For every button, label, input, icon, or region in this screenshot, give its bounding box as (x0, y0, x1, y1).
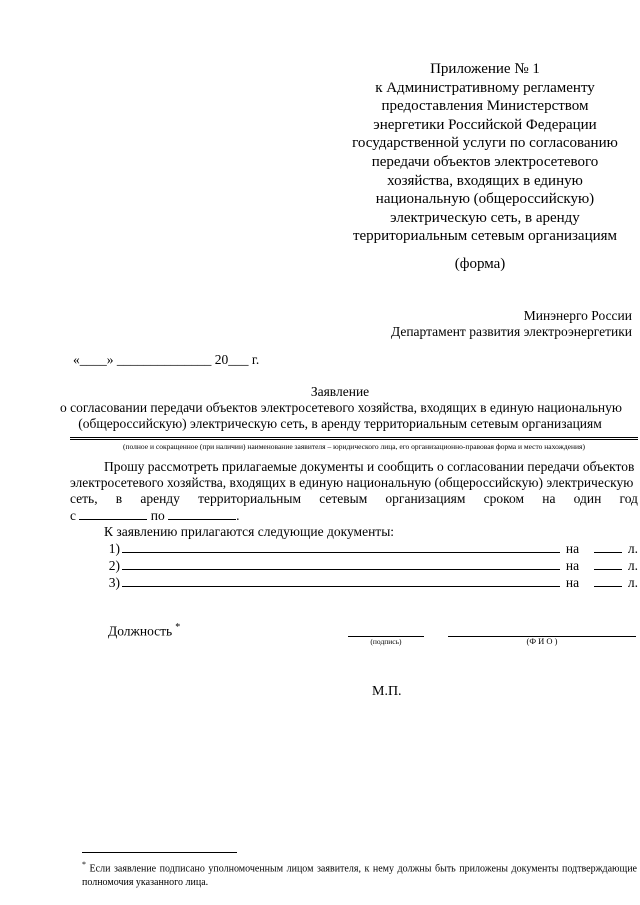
appendix-line: энергетики Российской Федерации (373, 116, 597, 133)
term-line (70, 507, 638, 524)
term-to-label: по (150, 508, 165, 523)
appendix-line: предоставления Министерством (381, 98, 589, 115)
request-line: Прошу рассмотреть прилагаемые документы и сообщить о согласовании передачи объектов (104, 459, 635, 474)
title-line: (общероссийскую) электрическую сеть, в аренду территориальным сетевым организациям (78, 416, 602, 431)
attachment-pages-field[interactable] (594, 574, 622, 587)
footnote-asterisk: * (82, 860, 86, 869)
request-word: год (619, 491, 638, 506)
title-line: о согласовании передачи объектов электросетевого хозяйства, входящих в единую национальную (60, 400, 622, 415)
applicant-name-underline (70, 439, 638, 440)
appendix-line: Приложение № 1 (430, 61, 540, 77)
request-word: сеть, (70, 491, 98, 506)
footnote-separator (82, 852, 237, 853)
request-body (70, 459, 638, 591)
footnote-marker: * (175, 622, 181, 633)
request-word: сетевым (319, 491, 368, 506)
request-word: территориальным (198, 491, 302, 506)
term-from-label: с (70, 508, 76, 523)
position-label (108, 622, 180, 640)
position-text: Должность (108, 623, 173, 639)
attachment-number: 2) (108, 558, 120, 573)
term-to-field[interactable] (168, 507, 236, 520)
attachment-name-field[interactable] (122, 557, 560, 570)
attachment-row (70, 574, 638, 591)
attachment-na-label: на (565, 558, 580, 573)
recipient-ministry: Минэнерго России (523, 308, 632, 323)
appendix-line: электрическую сеть, в аренду (390, 209, 580, 226)
request-word: аренду (140, 491, 180, 506)
attachments-label: К заявлению прилагаются следующие документы: (104, 524, 395, 539)
attachment-number: 3) (108, 575, 120, 590)
form-label: (форма) (454, 256, 506, 272)
recipient-block (391, 308, 632, 340)
attachment-pages-field[interactable] (594, 540, 622, 553)
attachment-unit: л. (627, 541, 638, 556)
attachment-name-field[interactable] (122, 540, 560, 553)
request-word: в (115, 491, 123, 506)
appendix-header (340, 60, 630, 246)
footnote-text: Если заявление подписано уполномоченным лицом заявителя, к нему должны быть приложены документы подтверждающие полномочия указанного лица. (82, 863, 637, 889)
request-word: организациям (385, 491, 466, 506)
attachment-pages-field[interactable] (594, 557, 622, 570)
appendix-line: передачи объектов электросетевого (371, 153, 599, 170)
attachment-na-label: на (565, 575, 580, 590)
request-word: на (542, 491, 556, 506)
attachment-number: 1) (108, 541, 120, 556)
request-word: один (573, 491, 602, 506)
appendix-line: к Административному регламенту (375, 79, 595, 96)
term-from-field[interactable] (79, 507, 147, 520)
signature-caption: (подпись) (370, 637, 402, 646)
fio-caption: (Ф И О ) (526, 636, 558, 646)
attachment-unit: л. (627, 575, 638, 590)
attachment-row (70, 557, 638, 574)
footnote (82, 858, 637, 890)
attachment-na-label: на (565, 541, 580, 556)
term-end-period: . (236, 508, 240, 523)
attachment-row (70, 540, 638, 557)
request-word: сроком (483, 491, 525, 506)
recipient-department: Департамент развития электроэнергетики (390, 324, 632, 339)
title-heading: Заявление (310, 384, 370, 399)
appendix-line: национальную (общероссийскую) (375, 191, 595, 208)
attachment-unit: л. (627, 558, 638, 573)
applicant-caption: (полное и сокращенное (при наличии) наименование заявителя – юридического лица, его организационно-правовая форма и место нахождения) (123, 442, 585, 451)
appendix-line: территориальным сетевым организациям (352, 228, 618, 245)
appendix-line: государственной услуги по согласованию (352, 135, 618, 152)
applicant-name-line[interactable] (70, 437, 638, 438)
document-title (60, 384, 620, 432)
request-line: электросетевого хозяйства, входящих в единую национальную (общероссийскую) электрическую (70, 475, 634, 490)
request-line-justified (70, 491, 638, 507)
attachment-name-field[interactable] (122, 574, 560, 587)
stamp-place-label: М.П. (372, 684, 402, 699)
date-line: «____» ______________ 20___ г. (73, 352, 260, 367)
appendix-line: хозяйства, входящих в единую (387, 172, 583, 189)
